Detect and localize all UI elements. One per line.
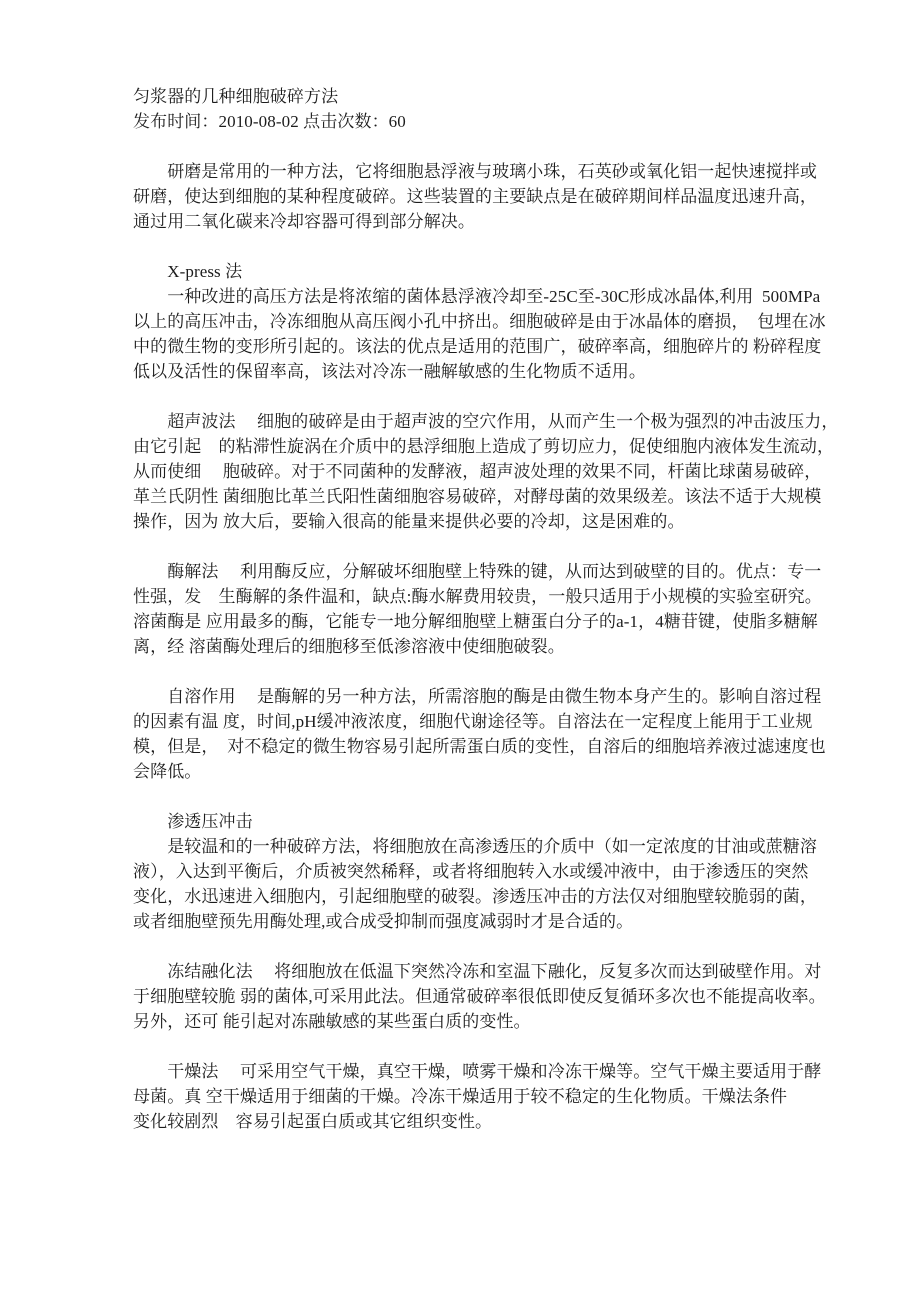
text-line: 中的微生物的变形所引起的。该法的优点是适用的范围广，破碎率高，细胞碎片的 粉碎程度 [133, 337, 822, 356]
text-line: 超声波法 细胞的破碎是由于超声波的空穴作用，从而产生一个极为强烈的冲击波压力， [133, 412, 839, 431]
text-line: 溶菌酶是 应用最多的酶，它能专一地分解细胞壁上糖蛋白分子的a-1，4糖苷键，使脂多糖解 [133, 612, 818, 631]
text-line: 研磨是常用的一种方法，它将细胞悬浮液与玻璃小珠，石英砂或氧化铝一起快速搅拌或 [133, 162, 817, 181]
grinding-paragraph [133, 159, 817, 234]
osmotic-shock-section [133, 809, 817, 934]
text-line: 冻结融化法 将细胞放在低温下突然冷冻和室温下融化，反复多次而达到破壁作用。对 [133, 962, 822, 981]
text-line: 由它引起 的粘滞性旋涡在介质中的悬浮细胞上造成了剪切应力，促使细胞内液体发生流动， [133, 437, 835, 456]
text-line: 变化，水迅速进入细胞内，引起细胞壁的破裂。渗透压冲击的方法仅对细胞壁较脆弱的菌， [133, 887, 817, 906]
enzymolysis-paragraph [133, 559, 822, 659]
text-line: 另外，还可 能引起对冻融敏感的某些蛋白质的变性。 [133, 1012, 531, 1031]
text-line: 性强，发 生酶解的条件温和，缺点:酶水解费用较贵，一般只适用于小规模的实验室研究。 [133, 587, 822, 606]
freeze-thaw-paragraph [133, 959, 826, 1034]
text-line: 革兰氏阴性 菌细胞比革兰氏阳性菌细胞容易破碎，对酵母菌的效果级差。该法不适于大规模 [133, 487, 822, 506]
text-line: 于细胞壁较脆 弱的菌体,可采用此法。但通常破碎率很低即使反复循环多次也不能提高收率。 [133, 987, 826, 1006]
text-line: 是较温和的一种破碎方法，将细胞放在高渗透压的介质中（如一定浓度的甘油或蔗糖溶 [133, 837, 817, 856]
text-line: 操作，因为 放大后，要输入很高的能量来提供必要的冷却，这是困难的。 [133, 512, 685, 531]
text-line: 研磨，使达到细胞的某种程度破碎。这些装置的主要缺点是在破碎期间样品温度迅速升高， [133, 187, 817, 206]
text-line: 以上的高压冲击，冷冻细胞从高压阀小孔中挤出。细胞破碎是由于冰晶体的磨损， 包埋在冰 [133, 312, 826, 331]
x-press-section [133, 259, 826, 384]
drying-paragraph [133, 1059, 822, 1134]
ultrasonic-paragraph [133, 409, 839, 534]
text-line: 自溶作用 是酶解的另一种方法，所需溶胞的酶是由微生物本身产生的。影响自溶过程 [133, 687, 822, 706]
text-line: 渗透压冲击 [133, 812, 253, 831]
text-line: 母菌。真 空干燥适用于细菌的干燥。冷冻干燥适用于较不稳定的生化物质。干燥法条件 [133, 1087, 788, 1106]
text-line: 干燥法 可采用空气干燥，真空干燥，喷雾干燥和冷冻干燥等。空气干燥主要适用于酵 [133, 1062, 822, 1081]
document-body [133, 159, 839, 1134]
text-line: 液），入达到平衡后，介质被突然稀释，或者将细胞转入水或缓冲液中，由于渗透压的突然 [133, 862, 809, 881]
text-line: X-press 法 [133, 262, 243, 281]
text-line: 的因素有温 度，时间,pH缓冲液浓度，细胞代谢途径等。自溶法在一定程度上能用于工业规 [133, 712, 813, 731]
text-line: 或者细胞壁预先用酶处理,或合成受抑制而强度减弱时才是合适的。 [133, 912, 634, 931]
autolysis-paragraph [133, 684, 826, 784]
document-title: 匀浆器的几种细胞破碎方法 [133, 87, 339, 106]
text-line: 从而使细 胞破碎。对于不同菌种的发酵液，超声波处理的效果不同，杆菌比球菌易破碎， [133, 462, 822, 481]
text-line: 离，经 溶菌酶处理后的细胞移至低渗溶液中使细胞破裂。 [133, 637, 565, 656]
text-line: 模，但是， 对不稳定的微生物容易引起所需蛋白质的变性，自溶后的细胞培养液过滤速度也 [133, 737, 826, 756]
document-header [133, 84, 800, 134]
publish-meta: 发布时间：2010-08-02 点击次数：60 [133, 112, 406, 131]
text-line: 会降低。 [133, 762, 202, 781]
text-line: 酶解法 利用酶反应，分解破坏细胞壁上特殊的键，从而达到破壁的目的。优点：专一 [133, 562, 822, 581]
text-line: 通过用二氧化碳来冷却容器可得到部分解决。 [133, 212, 475, 231]
text-line: 低以及活性的保留率高，该法对冷冻一融解敏感的生化物质不适用。 [133, 362, 646, 381]
text-line: 一种改进的高压方法是将浓缩的菌体悬浮液冷却至-25C至-30C形成冰晶体,利用 500MPa [133, 287, 821, 306]
text-line: 变化较剧烈 容易引起蛋白质或其它组织变性。 [133, 1112, 493, 1131]
